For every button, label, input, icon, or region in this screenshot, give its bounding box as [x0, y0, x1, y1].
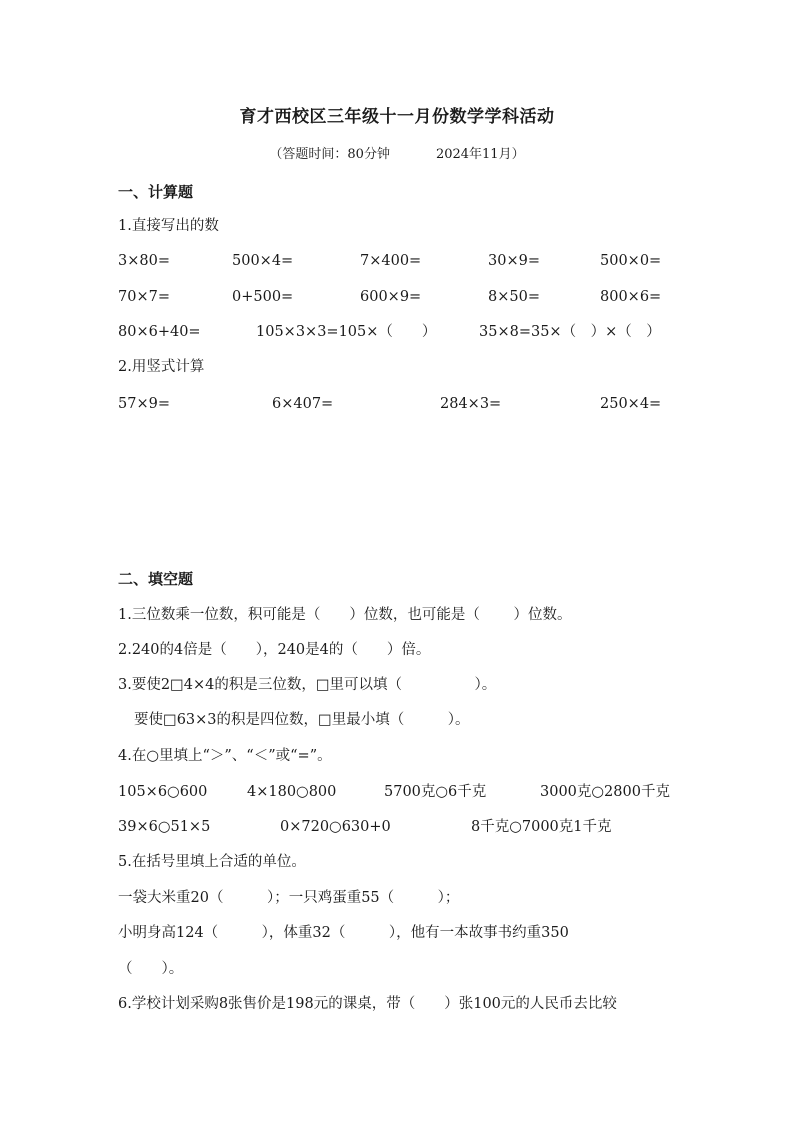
question-line: 1.三位数乘一位数，积可能是（ ）位数，也可能是（ ）位数。	[118, 607, 572, 623]
question-line: 3.要使2□4×4的积是三位数，□里可以填（ ）。	[118, 677, 497, 693]
vertical-calc-item: 250×4=	[600, 396, 662, 412]
calc-item: 105×3×3=105×（ ）	[256, 324, 437, 340]
page-title: 育才西校区三年级十一月份数学学科活动	[239, 107, 555, 127]
question-line: 小明身高124（ ），体重32（ ），他有一本故事书约重350	[118, 925, 569, 941]
calc-item: 800×6=	[600, 289, 662, 305]
question-label: 2.用竖式计算	[118, 359, 205, 375]
question-line: （ ）。	[118, 961, 184, 977]
question-line: 一袋大米重20（ ）；一只鸡蛋重55（ ）；	[118, 890, 460, 906]
compare-item: 39×6○51×5	[118, 819, 211, 835]
compare-item: 3000克○2800千克	[540, 784, 670, 800]
calc-item: 600×9=	[360, 289, 422, 305]
vertical-calc-item: 6×407=	[272, 396, 334, 412]
calc-item: 35×8=35×（ ）×（ ）	[479, 324, 661, 340]
question-line: 6.学校计划采购8张售价是198元的课桌，带（ ）张100元的人民币去比较	[118, 996, 617, 1012]
calc-item: 0+500=	[232, 289, 294, 305]
question-line: 要使□63×3的积是四位数，□里最小填（ ）。	[134, 712, 470, 728]
compare-item: 105×6○600	[118, 784, 208, 800]
calc-item: 80×6+40=	[118, 324, 201, 340]
calc-item: 7×400=	[360, 253, 422, 269]
calc-item: 30×9=	[488, 253, 540, 269]
calc-item: 70×7=	[118, 289, 170, 305]
calc-item: 500×4=	[232, 253, 294, 269]
section-heading-calculation: 一、计算题	[118, 183, 194, 201]
compare-item: 0×720○630+0	[280, 819, 391, 835]
question-label: 5.在括号里填上合适的单位。	[118, 854, 306, 870]
vertical-calc-item: 284×3=	[440, 396, 502, 412]
section-heading-fill-blank: 二、填空题	[118, 570, 194, 588]
question-line: 4.在○里填上“＞”、“＜”或“=”。	[118, 748, 332, 764]
compare-item: 5700克○6千克	[384, 784, 487, 800]
date-note: 2024年11月）	[435, 147, 525, 162]
vertical-calc-item: 57×9=	[118, 396, 170, 412]
exam-time-note	[0, 148, 794, 161]
calc-item: 8×50=	[488, 289, 540, 305]
question-line: 2.240的4倍是（ ），240是4的（ ）倍。	[118, 642, 431, 658]
time-note: （答题时间：80分钟	[269, 147, 390, 162]
calc-item: 500×0=	[600, 253, 662, 269]
compare-item: 8千克○7000克1千克	[471, 819, 612, 835]
calc-item: 3×80=	[118, 253, 170, 269]
compare-item: 4×180○800	[247, 784, 337, 800]
question-label: 1.直接写出的数	[118, 218, 219, 234]
